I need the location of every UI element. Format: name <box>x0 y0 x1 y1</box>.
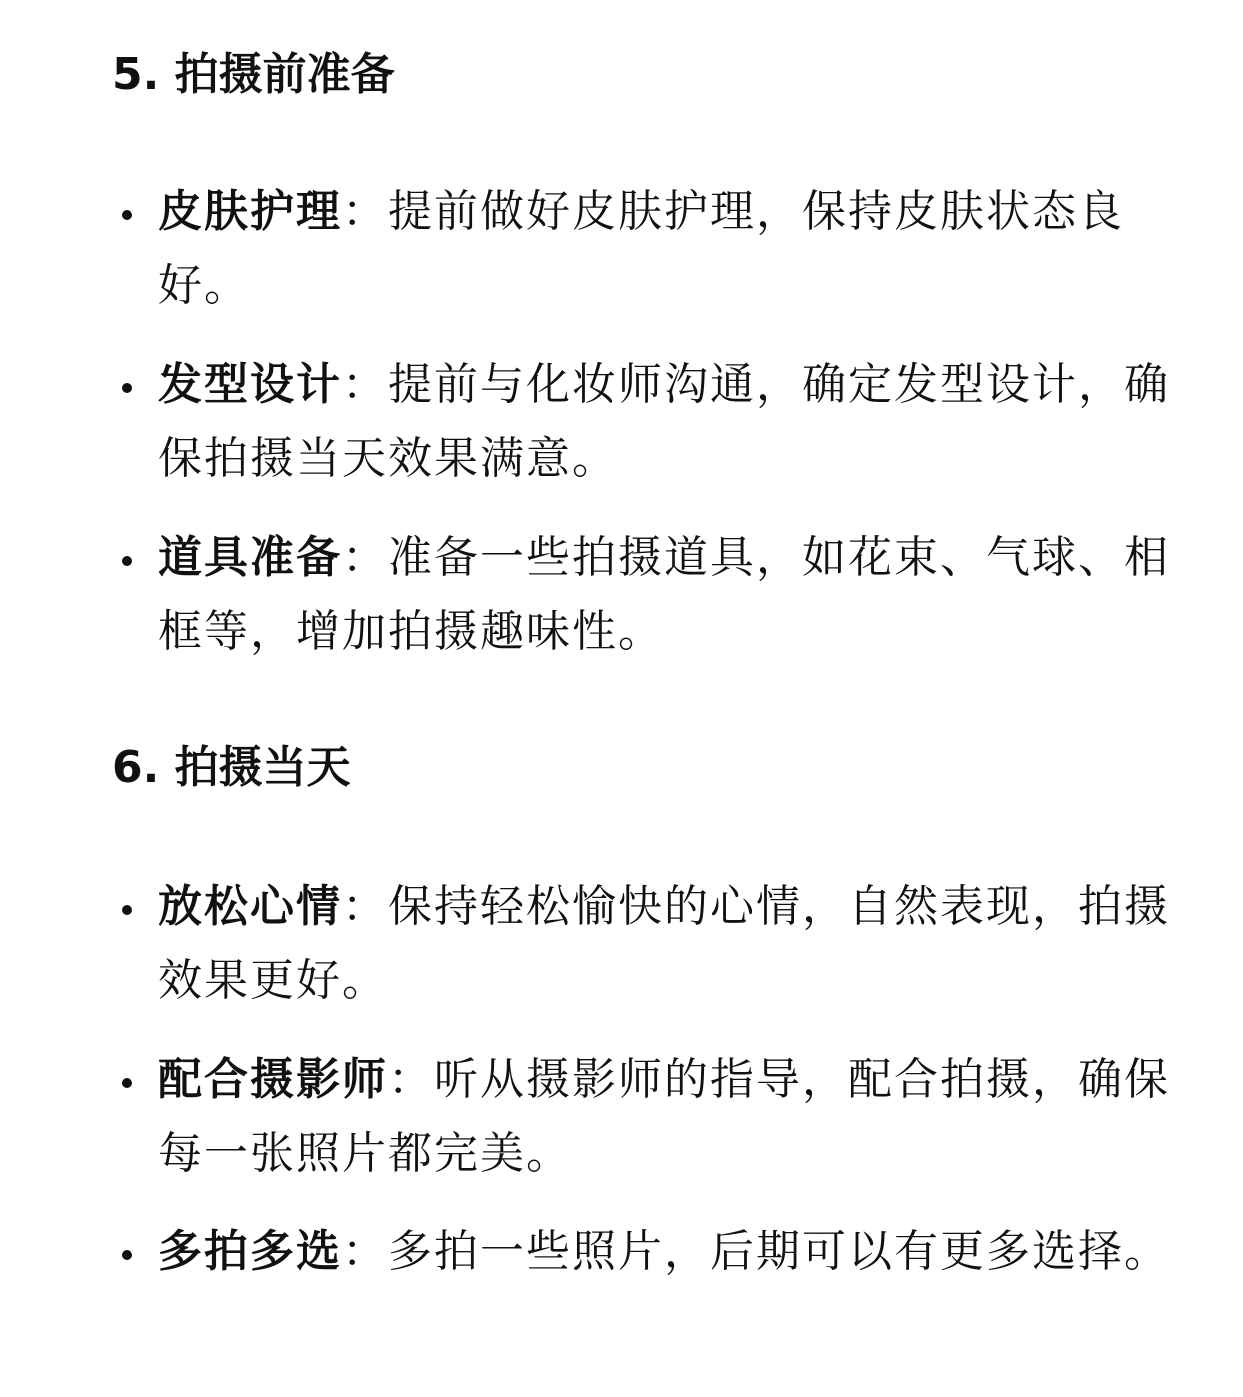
list-item-separator: ： <box>342 532 388 583</box>
list-item-description: 多拍一些照片，后期可以有更多选择。 <box>388 1226 1170 1277</box>
section-title-5: 5. 拍摄前准备 <box>112 49 395 100</box>
list-item-separator: ： <box>342 359 388 410</box>
list-item-description: 提前做好皮肤护理，保持皮肤状态良好。 <box>158 186 1124 311</box>
list-item-separator: ： <box>342 186 388 237</box>
list-item-text <box>158 521 1173 669</box>
list-item-separator: ： <box>388 1054 434 1105</box>
bullet-dot-icon <box>122 383 132 393</box>
section-title-6: 6. 拍摄当天 <box>112 742 351 793</box>
list-item-text <box>158 1043 1173 1191</box>
list-item-text <box>158 1215 1173 1289</box>
list-item-description: 准备一些拍摄道具，如花束、气球、相框等，增加拍摄趣味性。 <box>158 532 1170 657</box>
bullet-dot-icon <box>122 556 132 566</box>
bullet-dot-icon <box>122 1250 132 1260</box>
list-item-description: 听从摄影师的指导，配合拍摄，确保每一张照片都完美。 <box>158 1054 1170 1179</box>
bullet-dot-icon <box>122 905 132 915</box>
bullet-dot-icon <box>122 210 132 220</box>
list-item-description: 提前与化妆师沟通，确定发型设计，确保拍摄当天效果满意。 <box>158 359 1170 484</box>
list-item-term: 放松心情 <box>158 881 342 932</box>
list-item-separator: ： <box>342 881 388 932</box>
list-item-term: 发型设计 <box>158 359 342 410</box>
list-item-term: 多拍多选 <box>158 1226 342 1277</box>
list-item-description: 保持轻松愉快的心情，自然表现，拍摄效果更好。 <box>158 881 1170 1006</box>
list-item-text <box>158 175 1173 323</box>
list-item-text <box>158 348 1173 496</box>
list-item-term: 配合摄影师 <box>158 1054 388 1105</box>
list-item-term: 道具准备 <box>158 532 342 583</box>
list-item-text <box>158 870 1173 1018</box>
bullet-dot-icon <box>122 1078 132 1088</box>
list-item-term: 皮肤护理 <box>158 186 342 237</box>
list-item-separator: ： <box>342 1226 388 1277</box>
